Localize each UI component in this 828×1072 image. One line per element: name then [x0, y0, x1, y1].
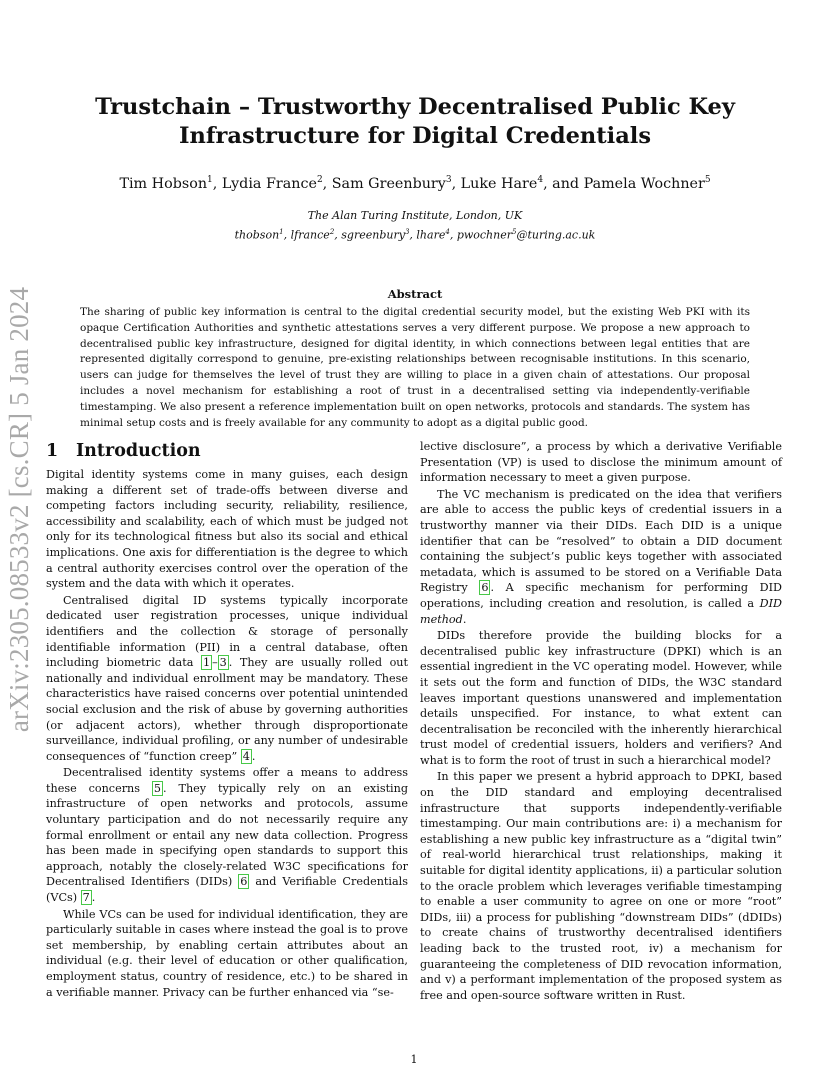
author-name: Luke Hare: [460, 175, 538, 192]
text-run: .: [462, 612, 467, 626]
body-paragraph: [420, 769, 782, 1003]
email-mark: 4: [445, 228, 450, 236]
author: [222, 176, 323, 192]
author: [332, 176, 452, 192]
arxiv-watermark: [0, 286, 48, 732]
citation-link[interactable]: 6: [481, 581, 489, 595]
email-list: thobson$^1$, lfrance$^2$, sgreenbury$^3$, lhare$^4$, pwochner$^5$@turing.ac.uk: [234, 228, 596, 242]
author-separator: , and: [543, 175, 584, 192]
section-title: Introduction: [76, 441, 201, 461]
emphasized-text: DID method: [420, 596, 782, 626]
author: [119, 176, 212, 192]
section-number: 1: [46, 441, 59, 461]
citation-link[interactable]: 6: [240, 875, 248, 889]
right-column: [420, 439, 782, 1004]
body-paragraph: [420, 628, 782, 768]
affiliation-block: [80, 208, 750, 244]
body-paragraph: [46, 765, 408, 905]
author-name: Lydia France: [221, 175, 317, 192]
arxiv-id: arXiv:2305.08533v2 [cs.CR] 5 Jan 2024: [4, 286, 35, 732]
email-user: sgreenbury: [341, 228, 405, 242]
citation-link[interactable]: 7: [82, 891, 90, 905]
abstract-heading: Abstract: [387, 287, 443, 301]
email-mark: 2: [329, 228, 335, 236]
author-affiliation-mark: 1: [207, 175, 213, 185]
paper-title: Trustchain – Trustworthy Decentralised Public Key Infrastructure for Digital Credentials: [95, 94, 735, 149]
text-run: lective disclosure”, a process by which a derivative Verifiable Presentation (VP) is used to disclose the minimum amount of information necessary to meet a given purpose.: [420, 440, 782, 485]
email-user: thobson: [234, 228, 280, 242]
author-affiliation-mark: 4: [537, 175, 544, 185]
citation-link[interactable]: 4: [242, 749, 250, 763]
text-run: .: [251, 749, 256, 763]
author-name: Pamela Wochner: [583, 175, 705, 192]
body-paragraph: [46, 907, 408, 1001]
author: [584, 176, 711, 192]
author-separator: ,: [322, 175, 332, 192]
text-run: Digital identity systems come in many guises, each design making a different set of trade-offs between diverse and competing factors including security, reliability, resilience, accessibility and scalability, each of which must be judged not only for its technological fitness but also its social and ethical implications. One axis for differentiation is the degree to which a central authority exercises control over the operation of the system and the data with which it operates.: [46, 468, 408, 591]
abstract-text: The sharing of public key information is central to the digital credential security model, but the existing Web PKI with its opaque Certification Authorities and synthetic attestations serves a very different purpose. We propose a new approach to decentralised public key infrastructure, designed for digital identity, in which connections between legal entities that are represented digitally correspond to genuine, pre-existing relationships between recognisable institutions. In this scenario, users can judge for themselves the level of trust they are willing to place in a given chain of attestations. Our proposal includes a novel mechanism for establishing a root of trust in a decentralised setting via independently-verifiable timestamping. We also present a reference implementation built on open networks, protocols and standards. The system has minimal setup costs and is freely available for any community to adopt as a digital public good.: [80, 306, 750, 429]
citation-link[interactable]: 3: [219, 656, 227, 670]
author-separator: ,: [212, 175, 222, 192]
text-run: .: [91, 891, 96, 905]
author-affiliation-mark: 3: [445, 175, 452, 185]
text-run: The VC mechanism is predicated on the idea that verifiers are able to access the public keys of credential issuers in a trustworthy manner via their DIDs. Each DID is a unique identifier that can be “resolved” to obtain a DID document containing the subject’s public keys together with associated metadata, which is assumed to be stored on a Verifiable Data Registry: [420, 487, 782, 595]
left-column: [46, 439, 408, 1001]
email-mark: 3: [404, 228, 410, 236]
email-mark: 1: [279, 228, 284, 236]
email-domain: @turing.ac.uk: [516, 228, 596, 242]
author: [461, 176, 543, 192]
text-run: Centralised digital ID systems typically incorporate dedicated user registration processes, unique individual identifiers and the collection & storage of personally identifiable information (PII) in a central database, often including biometric data: [46, 593, 408, 670]
text-run: . They typically rely on an existing infrastructure of open networks and protocols, assume voluntary participation and do not necessarily require any formal enrollment or entail any new data collection. Progress has been made in specifying open standards to support this approach, notably the closely-related W3C specifications for Decentralised Identifiers (DIDs): [46, 781, 409, 889]
text-run: –: [212, 656, 218, 670]
author-affiliation-mark: 5: [704, 175, 711, 185]
author-separator: ,: [451, 175, 461, 192]
page-number: 1: [410, 1053, 418, 1066]
email-mark: 5: [512, 228, 517, 236]
body-paragraph: [420, 487, 782, 627]
text-run: DIDs therefore provide the building blocks for a decentralised public key infrastructure (DPKI) which is an essential ingredient in the VC operating model. However, while it sets out the form and function of DIDs, the W3C standard leaves important questions unanswered and implementation details unspecified. For instance, to what extent can decentralisation be reconciled with the inherently hierarchical trust model of credential issuers, holders and verifiers? And what is to form the root of trust in such a hierarchical model?: [420, 629, 782, 767]
body-paragraph: [420, 439, 782, 486]
author-name: Sam Greenbury: [331, 175, 446, 192]
author-name: Tim Hobson: [119, 175, 208, 192]
citation-link[interactable]: 1: [202, 656, 211, 670]
email-user: pwochner: [456, 228, 512, 242]
email-user: lhare: [416, 228, 446, 242]
section-heading: [46, 439, 408, 463]
text-run: In this paper we present a hybrid approach to DPKI, based on the DID standard and employing decentralised infrastructure that supports independently-verifiable timestamping. Our main contributions are: i) a mechanism for establishing a new public key infrastructure as a “digital twin” of real-world hierarchical trust relationships, making it suitable for digital identity applications, ii) a particular solution to the oracle problem which leverages verifiable timestamping to enable a user community to agree on one or more “root” DIDs, iii) a process for publishing “downstream DIDs” (dDIDs) to create chains of trustworthy decentralised identifiers leading back to the trusted root, iv) a mechanism for guaranteeing the completeness of DID revocation information, and v) a performant implementation of the proposed system as free and open-source software written in Rust.: [420, 770, 782, 1002]
affiliation: The Alan Turing Institute, London, UK: [307, 209, 523, 222]
text-run: . They are usually rolled out nationally and individual enrollment may be mandatory. These characteristics have raised concerns over potential unintended social exclusion and the risk of abuse by governing authorities (or adjacent actors), whether through disproportionate surveillance, individual profiling, or any number of undesirable consequences of “function creep”: [46, 656, 409, 763]
right-column-body: [420, 439, 782, 1003]
body-paragraph: [46, 593, 408, 765]
author-list: [80, 171, 750, 193]
text-run: and Verifiable Credentials (VCs): [46, 875, 408, 905]
email-user: lfrance: [290, 228, 330, 242]
citation-link[interactable]: 5: [153, 781, 162, 795]
author-affiliation-mark: 2: [316, 175, 323, 185]
text-run: Decentralised identity systems offer a means to address these concerns: [46, 766, 408, 795]
text-run: . A specific mechanism for performing DID operations, including creation and resolution, is called a: [420, 581, 782, 610]
left-column-body: [46, 467, 408, 1000]
text-run: While VCs can be used for individual identification, they are particularly suitable in cases where instead the goal is to prove set membership, by enabling certain attributes about an individual (e.g. their level of education or other qualification, employment status, country of residence, etc.) to be shared in a verifiable manner. Privacy can be further enhanced via “se-: [46, 907, 408, 999]
body-paragraph: [46, 467, 408, 592]
